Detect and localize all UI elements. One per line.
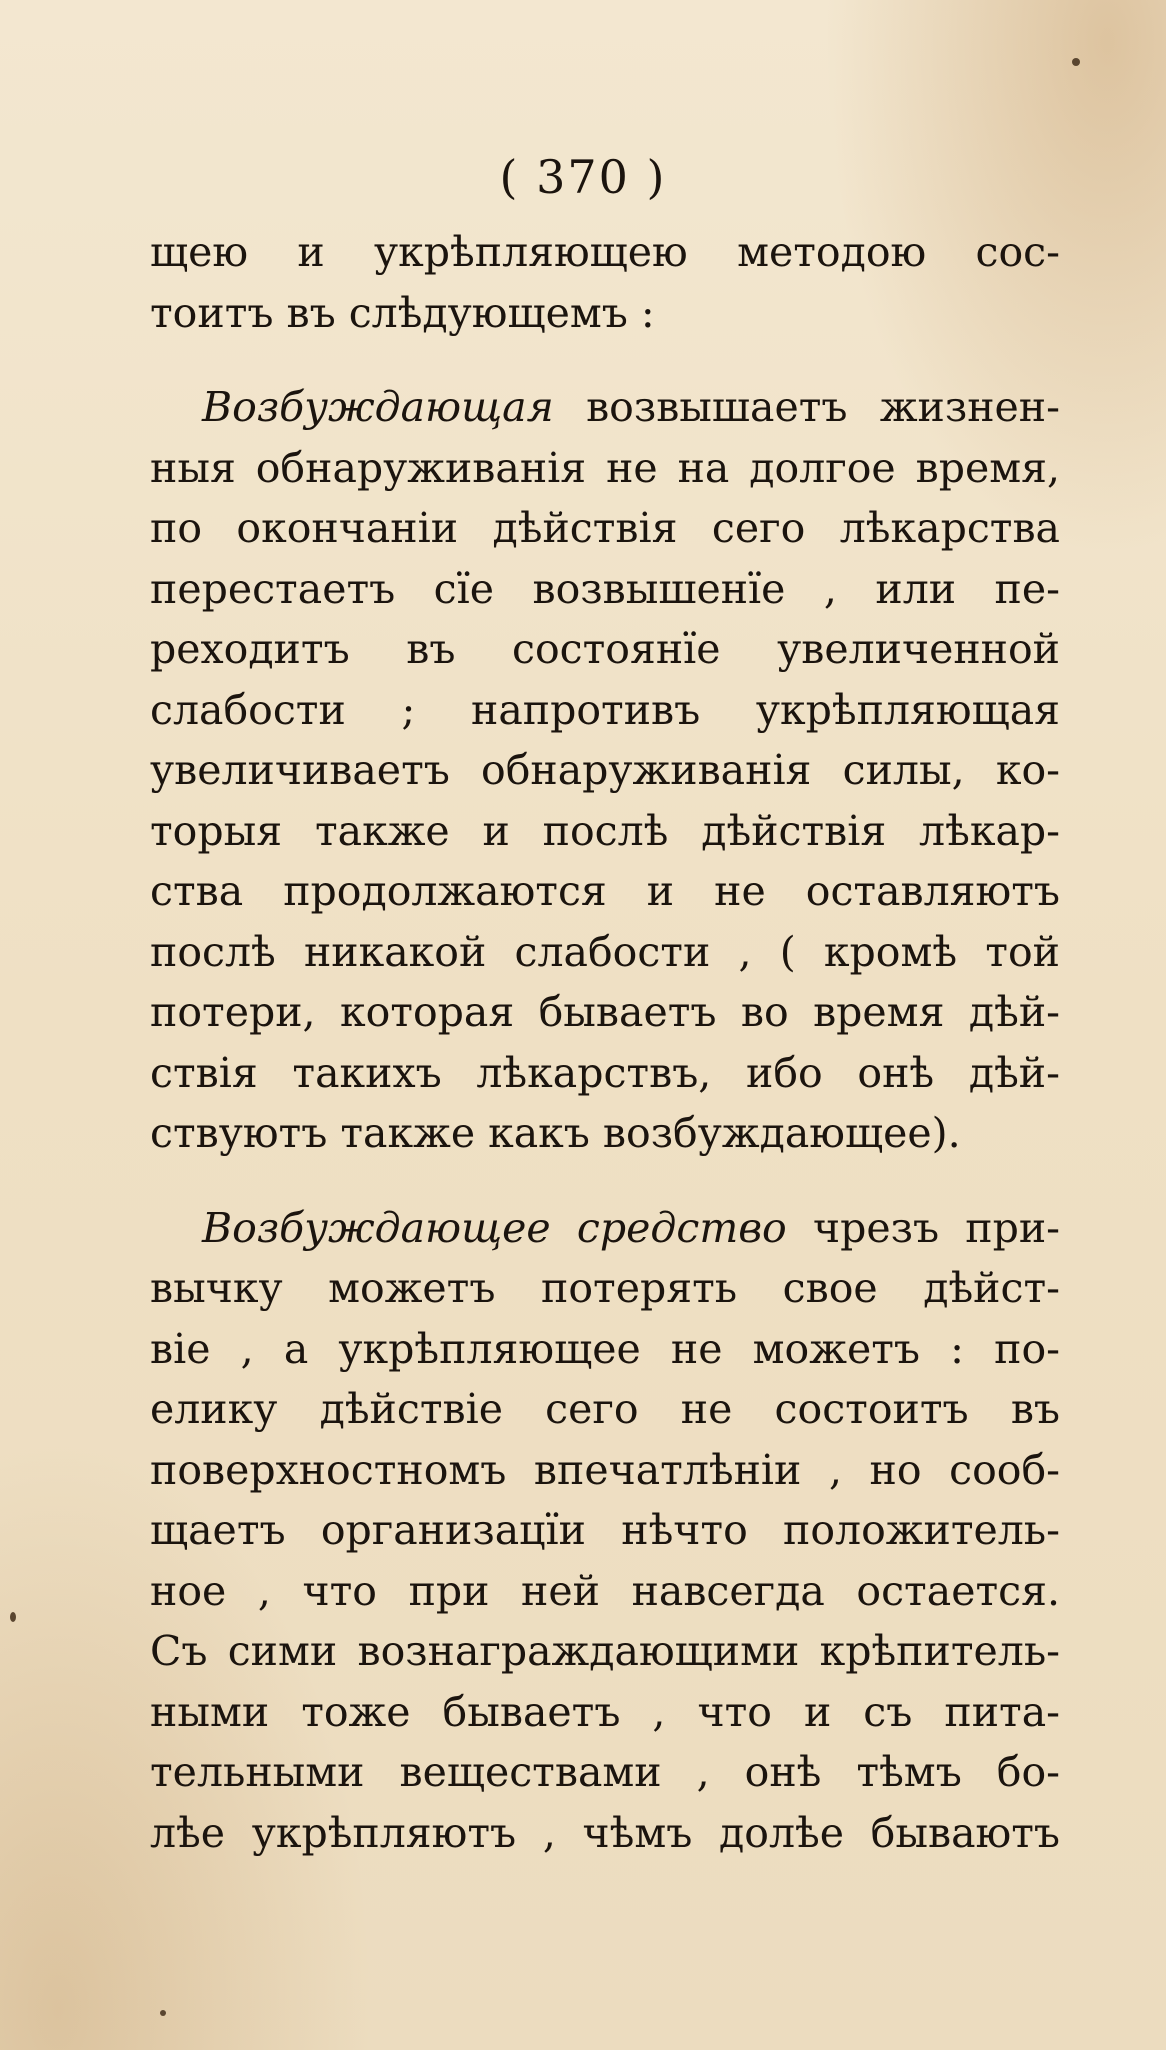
line-text: реходитъ въ состоянїе увеличенной (150, 625, 1060, 673)
text-line (150, 1440, 1060, 1501)
text-line (150, 559, 1060, 620)
text-line (150, 1043, 1060, 1104)
text-line (150, 1742, 1060, 1803)
line-text: щею и укрѣпляющею методою сос- (150, 228, 1060, 276)
line-text: чрезъ при- (786, 1203, 1060, 1252)
line-text: ными тоже бываетъ , что и съ пита- (150, 1687, 1060, 1736)
text-line (150, 222, 1060, 283)
line-text: поверхностномъ впечатлѣніи , но сооб- (150, 1445, 1060, 1494)
line-text: тоитъ въ слѣдующемъ : (150, 288, 655, 337)
line-text: по окончаніи дѣйствія сего лѣкарства (150, 504, 1060, 552)
emphasized-term: Возбуждающее средство (202, 1203, 787, 1252)
text-line (150, 438, 1060, 499)
paragraph (150, 377, 1060, 1164)
line-text: перестаетъ сїе возвышенїе , или пе- (150, 564, 1060, 613)
page-number: ( 370 ) (499, 150, 667, 204)
text-line (150, 1803, 1060, 1864)
text-line (150, 861, 1060, 922)
line-text: лѣе укрѣпляютъ , чѣмъ долѣе бываютъ (150, 1808, 1060, 1857)
text-line (150, 377, 1060, 438)
text-line (150, 740, 1060, 801)
paragraph (150, 222, 1060, 343)
emphasized-term: Возбуждающая (202, 383, 554, 431)
text-line (150, 1621, 1060, 1682)
text-line (150, 801, 1060, 862)
text-line (150, 680, 1060, 741)
text-line (150, 1500, 1060, 1561)
paper-speck (160, 2010, 166, 2016)
text-line (150, 498, 1060, 559)
line-text: ства продолжаются и не оставляютъ (150, 867, 1060, 915)
line-text: возвышаетъ жизнен- (553, 383, 1060, 431)
text-line (150, 1103, 1060, 1164)
line-text: ныя обнаруживанія не на долгое время, (150, 443, 1060, 492)
paper-speck (1072, 58, 1080, 66)
line-text: слабости ; напротивъ укрѣпляющая (150, 685, 1060, 734)
text-line (150, 1561, 1060, 1622)
line-text: щаетъ организацїи нѣчто положитель- (150, 1506, 1060, 1554)
text-line (150, 1319, 1060, 1380)
line-text: вычку можетъ потерять свое дѣйст- (150, 1264, 1060, 1312)
line-text: ное , что при ней навсегда остается. (150, 1566, 1060, 1615)
text-line (150, 922, 1060, 983)
line-text: ствія такихъ лѣкарствъ, ибо онѣ дѣй- (150, 1048, 1060, 1097)
line-text: елику дѣйствіе сего не состоитъ въ (150, 1385, 1060, 1433)
line-text: віе , а укрѣпляющее не можетъ : по- (150, 1324, 1060, 1373)
line-text: послѣ никакой слабости , ( кромѣ той (150, 927, 1060, 976)
text-line (150, 1682, 1060, 1743)
paper-speck (10, 1612, 16, 1622)
body-text (150, 222, 1060, 1897)
line-text: ствуютъ также какъ возбуждающее). (150, 1109, 961, 1157)
text-line (150, 619, 1060, 680)
line-text: тельными веществами , онѣ тѣмъ бо- (150, 1748, 1060, 1796)
line-text: торыя также и послѣ дѣйствія лѣкар- (150, 806, 1060, 855)
text-line (150, 1258, 1060, 1319)
text-line (150, 1379, 1060, 1440)
text-line (150, 1198, 1060, 1259)
text-line (150, 982, 1060, 1043)
line-text: потери, которая бываетъ во время дѣй- (150, 988, 1060, 1036)
line-text: Съ сими вознаграждающими крѣпитель- (150, 1627, 1060, 1675)
line-text: увеличиваетъ обнаруживанія силы, ко- (150, 746, 1060, 794)
paragraph (150, 1198, 1060, 1864)
text-line (150, 283, 1060, 344)
